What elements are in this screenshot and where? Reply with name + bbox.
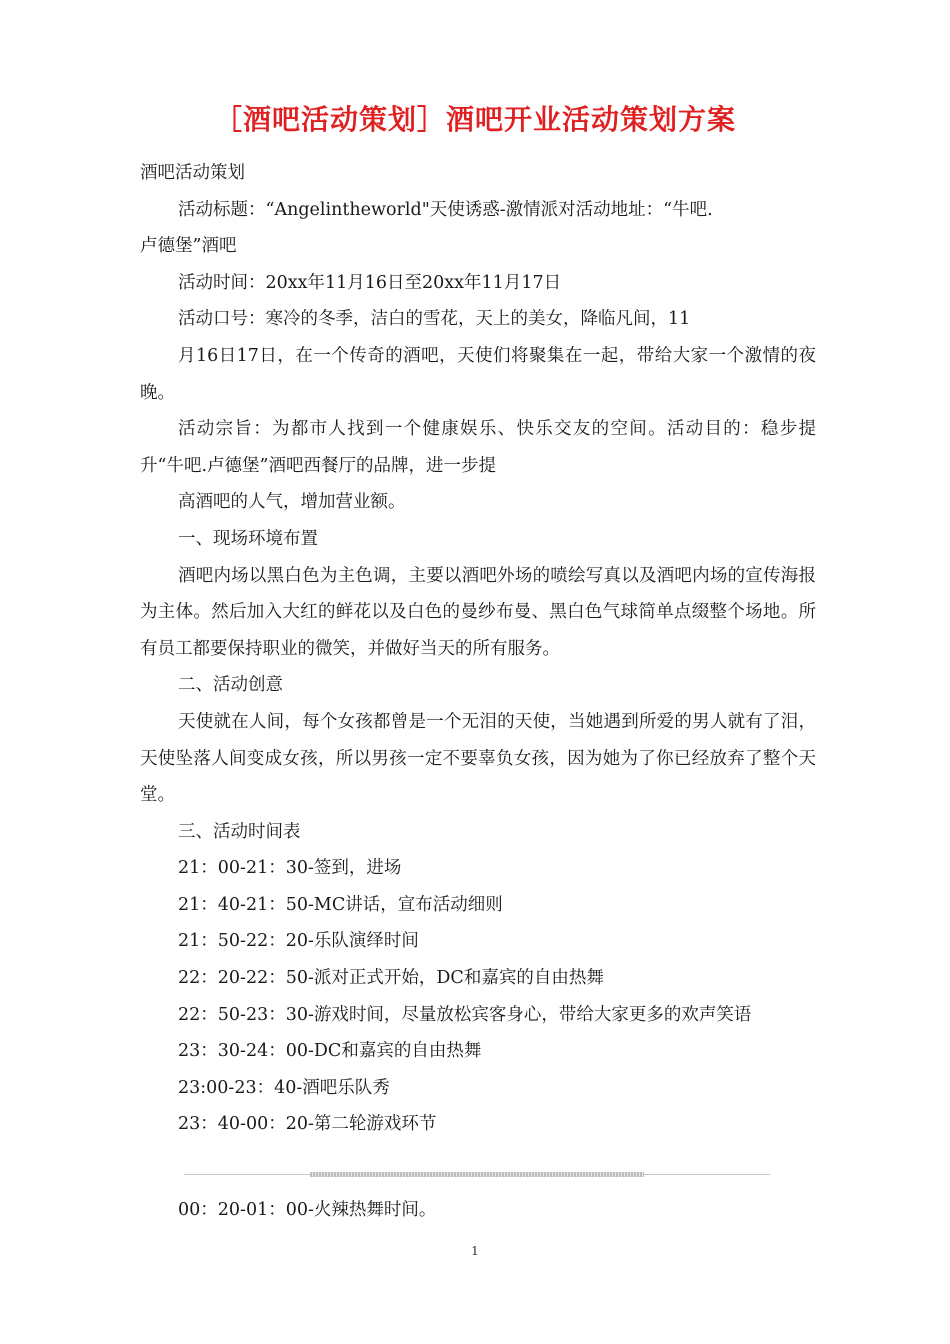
paragraph-slogan: 活动口号：寒冷的冬季，洁白的雪花，天上的美女，降临凡间，11 (178, 309, 691, 330)
section-heading-2: 二、活动创意 (178, 675, 283, 696)
section-divider (184, 1172, 770, 1178)
paragraph-environment: 酒吧内场以黑白色为主色调，主要以酒吧外场的喷绘写真以及酒吧内场的宣传海报为主体。然后加入大红的鲜花以及白色的曼纱布曼、黑白色气球简单点缀整个场地。所有员工都要保持职业的微笑，并做好当天的所有服务。 (140, 565, 816, 659)
schedule-item: 22：20-22：50-派对正式开始，DC和嘉宾的自由热舞 (178, 968, 604, 989)
schedule-item: 23:00-23：40-酒吧乐队秀 (178, 1077, 390, 1098)
schedule-item-last: 00：20-01：00-火辣热舞时间。 (178, 1200, 437, 1220)
divider-texture (310, 1172, 644, 1177)
schedule-item: 21：00-21：30-签到，进场 (178, 858, 402, 879)
paragraph-purpose: 活动宗旨：为都市人找到一个健康娱乐、快乐交友的空间。活动目的：稳步提升“牛吧.卢德堡”酒吧西餐厅的品牌，进一步提 (140, 419, 816, 476)
paragraph-slogan-cont: 月16日17日，在一个传奇的酒吧，天使们将聚集在一起，带给大家一个激情的夜晚。 (140, 345, 816, 403)
schedule-item: 23：30-24：00-DC和嘉宾的自由热舞 (178, 1041, 482, 1062)
document-title: ［酒吧活动策划］酒吧开业活动策划方案 (213, 103, 736, 136)
schedule-item: 21：50-22：20-乐队演绎时间 (178, 931, 419, 952)
paragraph-purpose-cont: 高酒吧的人气，增加营业额。 (178, 492, 406, 513)
paragraph-activity-title: 活动标题：“Angelintheworld"天使诱惑-激情派对活动地址：“牛吧. (178, 199, 713, 220)
document-body (140, 155, 816, 1143)
schedule-item: 21：40-21：50-MC讲话，宣布活动细则 (178, 894, 503, 915)
schedule-item: 22：50-23：30-游戏时间，尽量放松宾客身心，带给大家更多的欢声笑语 (178, 1004, 752, 1025)
page-number: 1 (471, 1244, 479, 1258)
paragraph-creative: 天使就在人间，每个女孩都曾是一个无泪的天使，当她遇到所爱的男人就有了泪，天使坠落人间变成女孩，所以男孩一定不要辜负女孩，因为她为了你已经放弃了整个天堂。 (140, 711, 816, 806)
paragraph-heading: 酒吧活动策划 (140, 163, 245, 183)
paragraph-activity-location: 卢德堡”酒吧 (140, 236, 237, 257)
paragraph-activity-time: 活动时间：20xx年11月16日至20xx年11月17日 (178, 272, 562, 293)
section-heading-1: 一、现场环境布置 (178, 528, 318, 549)
schedule-item: 23：40-00：20-第二轮游戏环节 (178, 1114, 437, 1135)
section-heading-3: 三、活动时间表 (178, 821, 301, 842)
